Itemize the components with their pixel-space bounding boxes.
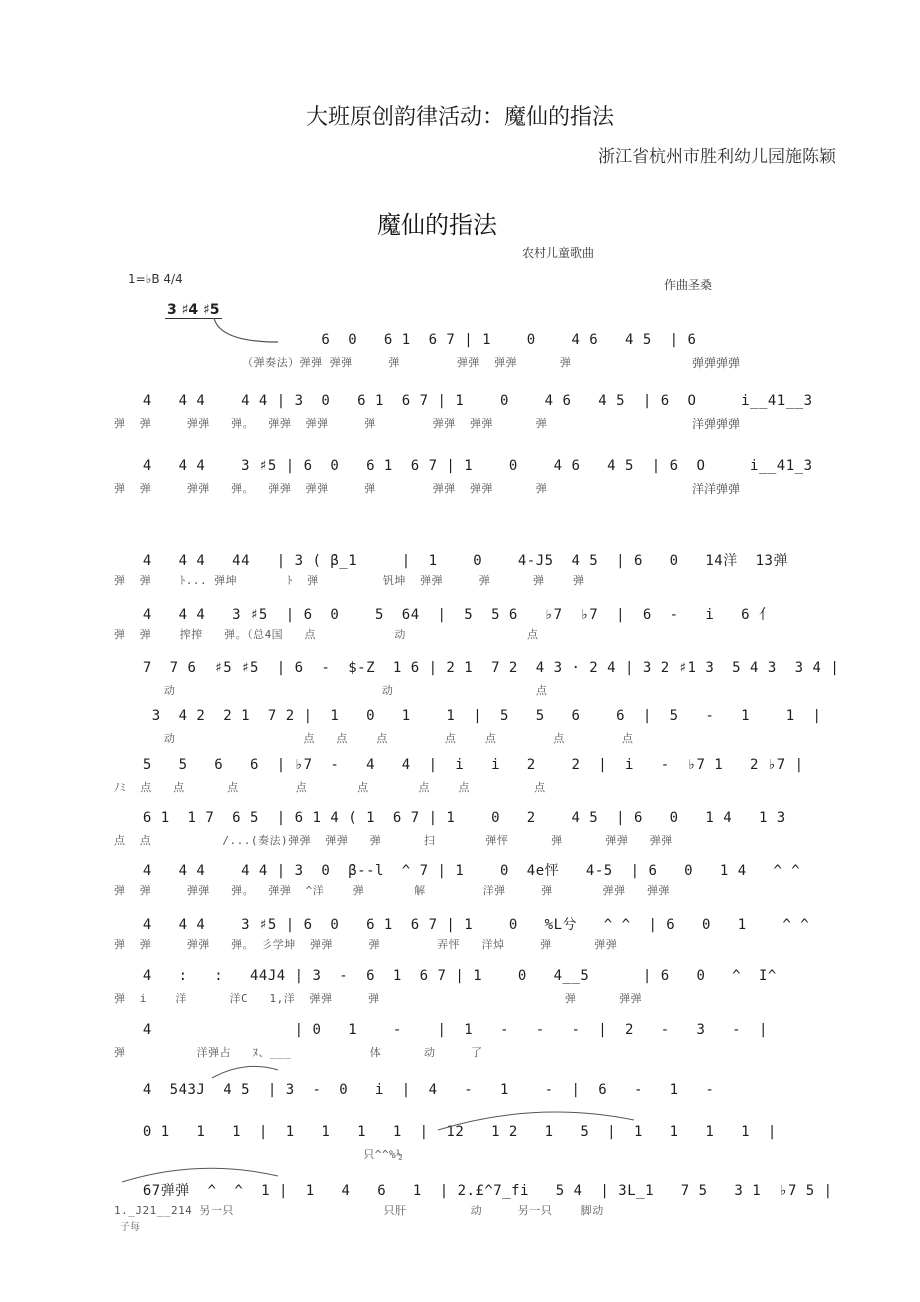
slur-mark <box>436 1104 636 1134</box>
score-notes: 4 : : 44J4 | 3 - 6 1 6 7 | 1 0 4__5 | 6 0 ^ I^ <box>0 968 777 984</box>
song-title: 魔仙的指法 <box>377 211 497 239</box>
score-side-lyrics: 洋洋弹弹 <box>692 482 741 496</box>
score-notes: 4 543J 4 5 | 3 - 0 i | 4 - 1 - | 6 - 1 - <box>0 1082 715 1098</box>
document-title: 大班原创韵律活动：魔仙的指法 <box>305 105 614 130</box>
footer-note: 子每 <box>120 1222 140 1233</box>
score-lyrics: 点 点 /...(奏法)弹弹 弹弹 弹 扫 弹怦 弹 弹弹 弹弹 <box>0 834 673 847</box>
score-row <box>0 604 920 664</box>
score-notes: 67弹弹 ^ ^ 1 | 1 4 6 1 | 2.£^7_fi 5 4 | 3L_1 7 5 3 1 ♭7 5 | <box>0 1183 833 1199</box>
score-row <box>0 968 920 1028</box>
score-row <box>0 757 920 817</box>
score-lyrics: ﾉﾐ 点 点 点 点 点 点 点 点 <box>0 781 546 794</box>
score-lyrics: 弹 弹 弹弹 弹。 弹弹 弹弹 弹 弹弹 弹弹 弹 <box>0 482 548 495</box>
song-genre: 农村儿童歌曲 <box>522 246 595 260</box>
score-side-lyrics: 弹弹弹弹 <box>692 356 741 370</box>
score-lyrics: 弹 弹 弹弹 弹。 弹弹 弹弹 弹 弹弹 弹弹 弹 <box>0 417 548 430</box>
slur-mark <box>210 1060 280 1080</box>
score-row <box>0 860 920 920</box>
score-row <box>0 1022 920 1082</box>
score-lyrics: 动 动 点 <box>0 684 548 697</box>
score-notes: 6 0 6 1 6 7 | 1 0 4 6 4 5 | 6 <box>0 332 697 348</box>
pickup-notes: 3 ♯4 ♯5 <box>167 302 220 318</box>
score-notes: 3 4 2 2 1 7 2 | 1 0 1 1 | 5 5 6 6 | 5 - 1 1 | <box>0 708 822 724</box>
score-lyrics: 弹 弹 弹弹 弹。 弹弹 ^洋 弹 解 洋弹 弹 弹弹 弹弹 <box>0 884 670 897</box>
score-row <box>0 914 920 974</box>
score-lyrics: （弹奏法）弹弹 弹弹 弹 弹弹 弹弹 弹 <box>0 356 572 369</box>
score-notes: 6 1 1 7 6 5 | 6 1 4 ( 1 6 7 | 1 0 2 4 5 | 6 0 1 4 1 3 <box>0 810 786 826</box>
score-lyrics: 动 点 点 点 点 点 点 点 <box>0 732 634 745</box>
score-row <box>0 393 920 453</box>
score-notes: 7 7 6 ♯5 ♯5 | 6 - $-Z 1 6 | 2 1 7 2 4 3 · 2 4 | 3 2 ♯1 3 5 4 3 3 4 | <box>0 660 840 676</box>
score-lyrics: 弹 i 洋 洋C 1,洋 弹弹 弹 弹 弹弹 <box>0 992 643 1005</box>
composer: 作曲圣桑 <box>664 278 713 292</box>
score-lyrics: 弹 洋弹占 ﾇ、___ 体 动 了 <box>0 1046 483 1059</box>
slur-mark <box>120 1162 280 1186</box>
score-notes: 4 4 4 4 4 | 3 0 6 1 6 7 | 1 0 4 6 4 5 | 6 O i__41__3 <box>0 393 813 409</box>
score-side-lyrics: 洋弹弹弹 <box>692 417 741 431</box>
score-row <box>0 458 920 518</box>
score-notes: 4 4 4 3 ♯5 | 6 0 6 1 6 7 | 1 0 4 6 4 5 | 6 O i__41_3 <box>0 458 813 474</box>
key-signature: 1=♭B 4/4 <box>128 272 183 286</box>
score-notes: 4 4 4 3 ♯5 | 6 0 6 1 6 7 | 1 0 %L兮 ^ ^ | 6 0 1 ^ ^ <box>0 917 810 933</box>
score-row <box>0 550 920 610</box>
score-lyrics: 1._J21__214 另一只 只肝 动 另一只 脚动 <box>0 1204 604 1217</box>
score-notes: 4 4 4 4 4 | 3 0 β--l ^ 7 | 1 0 4e怦 4-5 | 6 0 1 4 ^ ^ <box>0 863 801 879</box>
score-row <box>0 332 920 392</box>
author-line: 浙江省杭州市胜利幼儿园施陈颖 <box>598 147 836 167</box>
score-notes: 0 1 1 1 | 1 1 1 1 | 12 1 2 1 5 | 1 1 1 1 | <box>0 1124 777 1140</box>
score-lyrics: 弹 弹 ﾄ... 弹坤 ﾄ 弹 钒坤 弹弹 弹 弹 弹 <box>0 574 585 587</box>
score-notes: 4 4 4 44 | 3 ( β_1 | 1 0 4-J5 4 5 | 6 0 14洋 13弹 <box>0 553 788 569</box>
score-lyrics: 弹 弹 弹弹 弹。 彡学坤 弹弹 弹 弄怦 洋焯 弹 弹弹 <box>0 938 618 951</box>
score-notes: 4 | 0 1 - | 1 - - - | 2 - 3 - | <box>0 1022 768 1038</box>
score-lyrics: 弹 弹 搾搾 弹。（总4国 点 动 点 <box>0 628 539 641</box>
score-lyrics: 只^^%½ <box>0 1148 404 1161</box>
score-notes: 4 4 4 3 ♯5 | 6 0 5 64 | 5 5 6 ♭7 ♭7 | 6 - i 6 亻 <box>0 607 774 623</box>
score-notes: 5 5 6 6 | ♭7 - 4 4 | i i 2 2 | i - ♭7 1 2 ♭7 | <box>0 757 804 773</box>
